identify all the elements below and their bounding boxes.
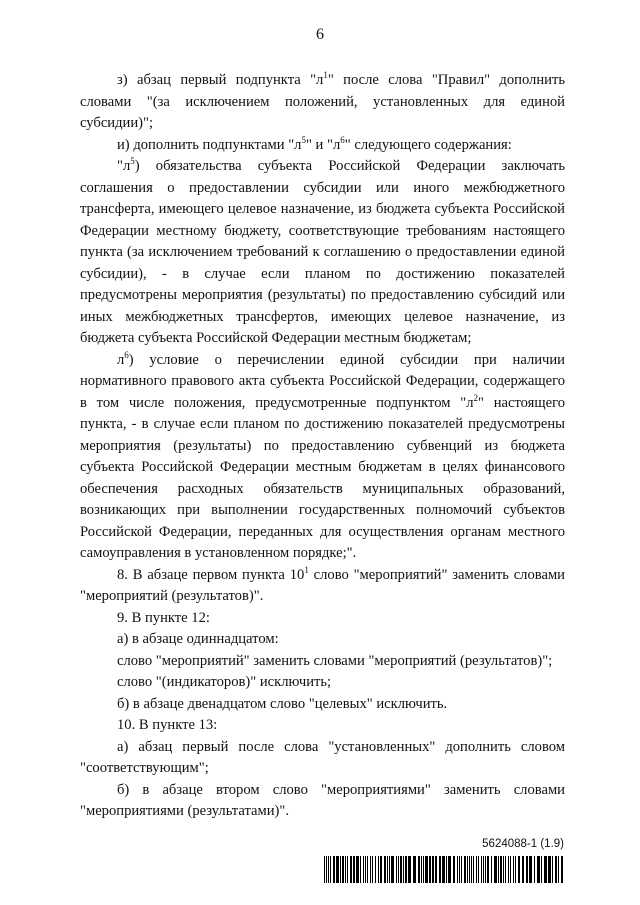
- barcode-bar: [367, 856, 368, 883]
- barcode-bar: [487, 856, 489, 883]
- barcode-bar: [483, 856, 484, 883]
- paragraph: [80, 694, 565, 716]
- barcode-bar: [336, 856, 339, 883]
- text-run: л: [117, 351, 125, 368]
- paragraph: [80, 715, 565, 737]
- text-run: и) дополнить подпунктами "л: [117, 136, 302, 153]
- barcode-bar: [476, 856, 477, 883]
- text-run: 8. В абзаце первом пункта 10: [117, 566, 305, 583]
- superscript: 1: [304, 564, 309, 575]
- paragraph: [80, 565, 565, 608]
- superscript: 5: [301, 134, 306, 145]
- barcode-bar: [378, 856, 379, 883]
- barcode-bar: [347, 856, 348, 883]
- barcode-bar: [515, 856, 516, 883]
- barcode-bar: [413, 856, 416, 883]
- barcode-bar: [485, 856, 486, 883]
- text-run: б) в абзаце втором слово "мероприятиями" заменить словами "мероприятиями (результатами)".: [80, 781, 565, 819]
- barcode-bar: [500, 856, 502, 883]
- text-run: а) абзац первый после слова "установленных" дополнить словом "соответствующим";: [80, 738, 565, 776]
- barcode-bar: [342, 856, 344, 883]
- barcode-bar: [552, 856, 553, 883]
- text-run: слово "мероприятий" заменить словами "мероприятий (результатов)";: [117, 652, 553, 669]
- text-run: ) условие о перечислении единой субсидии при наличии нормативного правового акта субъекта Российской Федерации, содержащего в том числе положения, предусмотренные подпунктом "л: [80, 351, 565, 411]
- barcode-icon: [324, 856, 564, 883]
- barcode-bar: [453, 856, 455, 883]
- document-code: 5624088-1 (1.9): [482, 838, 564, 850]
- page-number: 6: [316, 26, 324, 43]
- barcode-bar: [544, 856, 547, 883]
- barcode-bar: [473, 856, 474, 883]
- barcode-bar: [387, 856, 388, 883]
- barcode-bar: [442, 856, 445, 883]
- barcode-bar: [330, 856, 331, 883]
- barcode-bar: [429, 856, 431, 883]
- barcode-bar: [333, 856, 335, 883]
- barcode-bar: [555, 856, 557, 883]
- barcode-bar: [435, 856, 437, 883]
- barcode-bar: [408, 856, 411, 883]
- barcode-bar: [541, 856, 542, 883]
- barcode-bar: [324, 856, 325, 883]
- barcode-bar: [396, 856, 397, 883]
- text-run: а) в абзаце одиннадцатом:: [117, 631, 279, 647]
- superscript: 5: [130, 156, 135, 167]
- barcode-bar: [439, 856, 441, 883]
- barcode-bar: [380, 856, 382, 883]
- paragraph: [80, 70, 565, 135]
- barcode-bar: [418, 856, 420, 883]
- text-run: слово "(индикаторов)" исключить;: [117, 674, 332, 690]
- text-run: слово "мероприятий" заменить словами "мероприятий (результатов)".: [80, 566, 565, 604]
- superscript: 6: [340, 134, 345, 145]
- barcode-bar: [471, 856, 472, 883]
- barcode-bar: [423, 856, 424, 883]
- barcode-bar: [518, 856, 520, 883]
- text-run: " настоящего пункта, - в случае если планом по достижению показателей предусмотрены мероприятия (результаты) по предоставлению субвенций из бюджета субъекта Российской Федерации местным бюджетам в целях финансового обеспечения расходных обязательств муниципальных образований, возникающих при выполнении государственных полномочий субъектов Российской Федерации, переданных для осуществления органам местного самоуправления в установленном порядке;".: [80, 394, 566, 561]
- barcode-bar: [469, 856, 470, 883]
- text-run: б) в абзаце двенадцатом слово "целевых" исключить.: [117, 695, 448, 712]
- barcode-bar: [398, 856, 399, 883]
- barcode-bar: [526, 856, 528, 883]
- barcode-bar: [537, 856, 540, 883]
- barcode-bar: [365, 856, 366, 883]
- barcode-bar: [522, 856, 524, 883]
- barcode-bar: [508, 856, 509, 883]
- text-run: " после слова "Правил" дополнить словами "(за исключением положений, установленных для единой субсидии)";: [80, 72, 565, 131]
- barcode-bar: [459, 856, 460, 883]
- barcode-bar: [384, 856, 386, 883]
- barcode-bar: [548, 856, 551, 883]
- barcode-bar: [400, 856, 402, 883]
- barcode-bar: [421, 856, 422, 883]
- document-body: [80, 70, 565, 823]
- barcode-bar: [391, 856, 394, 883]
- barcode-bar: [356, 856, 359, 883]
- barcode-bar: [372, 856, 373, 883]
- barcode-bar: [558, 856, 559, 883]
- barcode-bar: [481, 856, 482, 883]
- barcode-bar: [467, 856, 468, 883]
- barcode-bar: [494, 856, 497, 883]
- paragraph: [80, 737, 565, 780]
- barcode-bar: [461, 856, 462, 883]
- barcode-bar: [363, 856, 364, 883]
- barcode-bar: [513, 856, 514, 883]
- barcode-bar: [432, 856, 434, 883]
- barcode-bar: [510, 856, 511, 883]
- text-run: "л: [117, 158, 131, 174]
- barcode-bar: [491, 856, 492, 883]
- barcode-bar: [448, 856, 451, 883]
- barcode-bar: [505, 856, 506, 883]
- barcode-bar: [405, 856, 407, 883]
- paragraph: [80, 135, 565, 157]
- barcode-bar: [534, 856, 535, 883]
- barcode-bar: [326, 856, 327, 883]
- superscript: 6: [124, 349, 129, 360]
- text-run: ) обязательства субъекта Российской Федерации заключать соглашения о предоставлении субсидии или иного межбюджетного трансферта, имеющего целевое назначение, из бюджета субъекта Российской Федерации местному бюджету, соответствующие требованиям настоящего пункта (за исключением требований к соглашению о предоставлении единой субсидии), - в случае если планом по достижению показателей предусмотрены мероприятия (результаты) по предоставлению субсидий или иных межбюджетных трансфертов, имеющих целевое назначение, из бюджета субъекта Российской Федерации местным бюджетам;: [80, 158, 565, 346]
- barcode-bar: [370, 856, 371, 883]
- barcode-bar: [457, 856, 458, 883]
- text-run: 9. В пункте 12:: [117, 609, 210, 626]
- text-run: " и "л: [305, 136, 341, 153]
- barcode-bar: [375, 856, 376, 883]
- barcode-bar: [350, 856, 352, 883]
- barcode-bar: [529, 856, 532, 883]
- text-run: з) абзац первый подпункта "л: [117, 72, 324, 88]
- text-run: " следующего содержания:: [344, 136, 512, 153]
- barcode-bar: [340, 856, 341, 883]
- barcode-bar: [478, 856, 479, 883]
- barcode-bar: [503, 856, 504, 883]
- superscript: 2: [473, 392, 478, 403]
- barcode-bar: [561, 856, 563, 883]
- barcode-bar: [464, 856, 466, 883]
- barcode-bar: [446, 856, 447, 883]
- paragraph: [80, 629, 565, 651]
- superscript: 1: [323, 70, 328, 81]
- barcode-bar: [389, 856, 390, 883]
- text-run: 10. В пункте 13:: [117, 717, 218, 733]
- paragraph: [80, 608, 565, 630]
- barcode-bar: [345, 856, 346, 883]
- paragraph: [80, 672, 565, 694]
- barcode-bar: [360, 856, 361, 883]
- paragraph: [80, 156, 565, 350]
- paragraph: [80, 780, 565, 823]
- barcode-bar: [328, 856, 329, 883]
- paragraph: [80, 350, 565, 565]
- paragraph: [80, 651, 565, 673]
- barcode-bar: [403, 856, 404, 883]
- barcode-bar: [498, 856, 499, 883]
- barcode-bar: [425, 856, 428, 883]
- barcode-bar: [353, 856, 355, 883]
